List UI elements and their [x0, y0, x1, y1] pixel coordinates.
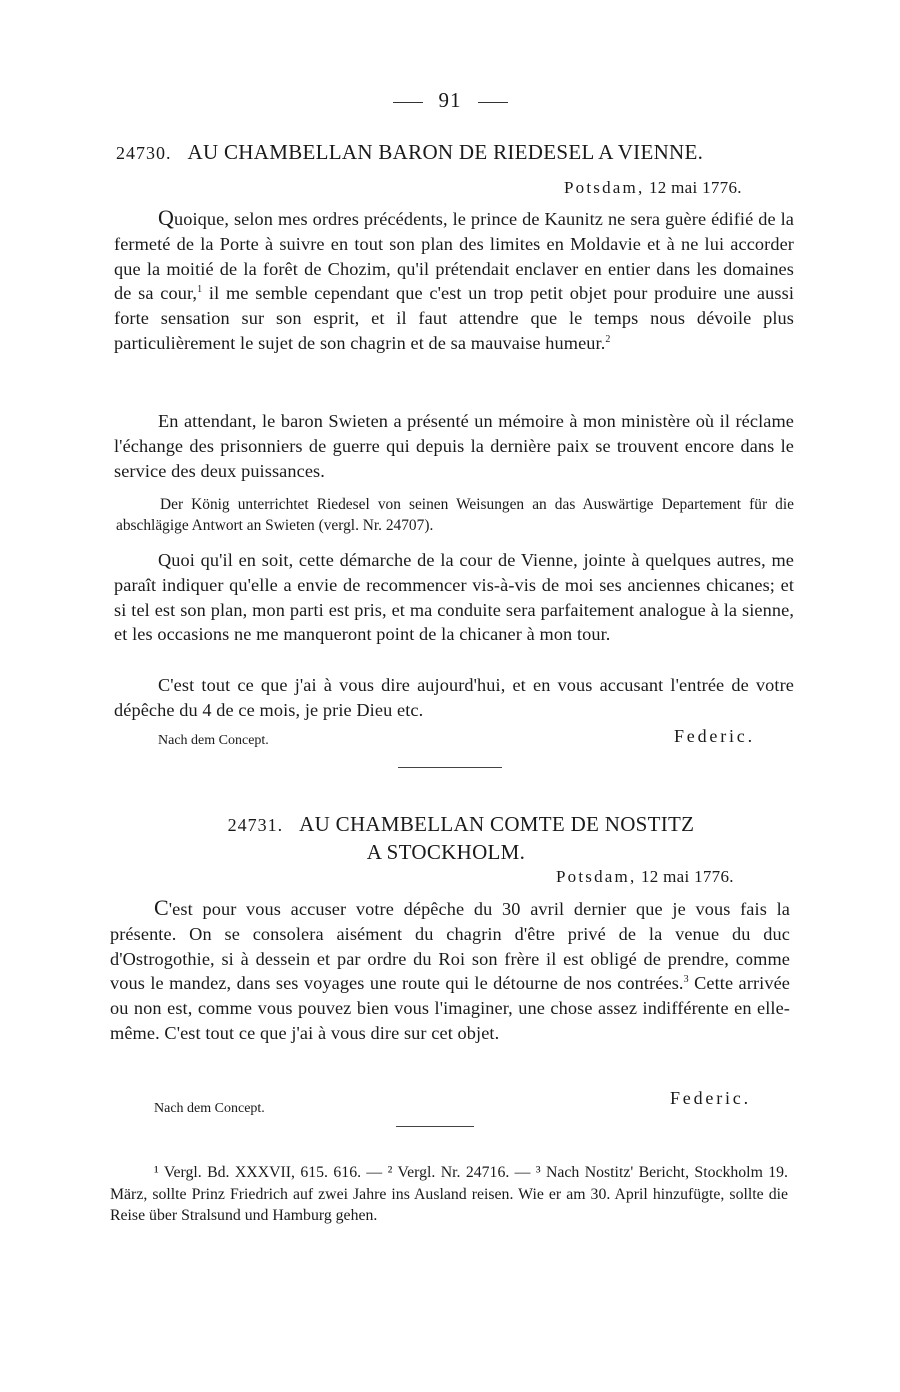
letter1-paragraph-2: En attendant, le baron Swieten a présenté un mémoire à mon ministère où il réclame l'échange des prisonniers de guerre qui depuis la dernière paix se trouvent encore dans le service des deux puissances.: [114, 411, 794, 481]
letter2-source: Nach dem Concept.: [154, 1101, 265, 1116]
letter1-signature: Federic.: [674, 726, 755, 746]
letter2-p1-tail: Cette arrivée ou non est, comme vous pouvez bien vous l'imaginer, une chose assez indifférente en elle-même. C'est tout ce que j'ai à vous dire sur cet objet.: [110, 973, 790, 1043]
letter1-paragraph-3: Quoi qu'il en soit, cette démarche de la cour de Vienne, jointe à quelques autres, me paraît indiquer qu'elle a envie de recommencer vis-à-vis de moi ses anciennes chicanes; et si tel est son plan, mon parti est pris, et ma conduite sera parfaitement analogue à la sienne, et les occasions ne me manqueront point de la chicaner à mon tour.: [114, 550, 794, 645]
letter2-signature: Federic.: [670, 1088, 751, 1108]
letter2-title-1: AU CHAMBELLAN COMTE DE NOSTITZ: [299, 812, 695, 836]
letter2-title-2: A STOCKHOLM.: [366, 840, 526, 864]
page-number-dash-right: [478, 102, 508, 103]
letter1-paragraph-1: [114, 206, 794, 356]
page-number-text: 91: [438, 88, 462, 112]
letter1-number: 24730.: [116, 143, 172, 163]
letter1-initial: Q: [158, 205, 174, 230]
letter2-paragraph-1: [110, 896, 790, 1046]
footnote-ref-1: 1: [197, 284, 203, 296]
letter1-paragraph-4: C'est tout ce que j'ai à vous dire aujourd'hui, et en vous accusant l'entrée de votre dépêche du 4 de ce mois, je prie Dieu etc.: [114, 675, 794, 720]
letter1-date-text: 12 mai 1776.: [648, 178, 742, 197]
letter2-date: [556, 867, 734, 887]
letter1-date-place: Potsdam,: [564, 178, 645, 197]
letter2-p1-text: 'est pour vous accuser votre dépêche du 30 avril dernier que je vous fais la présente. On se consolera aisément du chagrin d'être privé de la venue du duc d'Ostrogothie, si à dessein et par ordre du Roi son frère il est obligé de prendre, comme vous le mandez, dans ses voyages une route qui le détourne de nos contrées.: [110, 899, 790, 994]
page-number: [0, 88, 900, 113]
letter1-title: AU CHAMBELLAN BARON DE RIEDESEL A VIENNE.: [187, 140, 704, 164]
letter2-initial: C: [154, 895, 169, 920]
letter2-heading: [116, 812, 796, 865]
letter2-heading-line1: [116, 812, 796, 837]
letter2-date-text: 12 mai 1776.: [640, 867, 734, 886]
letter2-date-place: Potsdam,: [556, 867, 637, 886]
section-divider-1: [398, 767, 502, 768]
page-number-dash-left: [393, 102, 423, 103]
letter1-heading: [116, 140, 796, 165]
letter1-editorial-note: Der König unterrichtet Riedesel von seinen Weisungen an das Auswärtige Departement für die abschlägige Antwort an Swieten (vergl. Nr. 24707).: [116, 496, 794, 534]
letter1-source: Nach dem Concept.: [158, 733, 269, 748]
footnotes: [110, 1162, 788, 1227]
section-divider-2: [396, 1126, 474, 1127]
letter1-p1-text: uoique, selon mes ordres précédents, le prince de Kaunitz ne sera guère édifié de la fermeté de la Porte à suivre en tout son plan des limites en Moldavie et à ne lui accorder que la moitié de la forêt de Chozim, qu'il prétendait enclaver en entier dans les domaines de sa cour,: [114, 209, 794, 304]
letter1-date: [564, 178, 742, 198]
letter2-number: 24731.: [227, 815, 284, 835]
footnote-ref-3: 3: [683, 974, 689, 986]
footnotes-text: ¹ Vergl. Bd. XXXVII, 615. 616. — ² Vergl. Nr. 24716. — ³ Nach Nostitz' Bericht, Stockholm 19. März, sollte Prinz Friedrich auf zwei Jahre ins Ausland reisen. Wie er am 30. April hinzufügte, sollte die Reise über Stralsund und Hamburg gehen.: [110, 1164, 788, 1224]
footnote-ref-2: 2: [605, 333, 611, 345]
letter1-p1-tail: il me semble cependant que c'est un trop petit objet pour produire une aussi forte sensation sur son esprit, et il faut attendre que le temps nous dévoile plus particulièrement le sujet de son chagrin et de sa mauvaise humeur.: [114, 283, 794, 353]
